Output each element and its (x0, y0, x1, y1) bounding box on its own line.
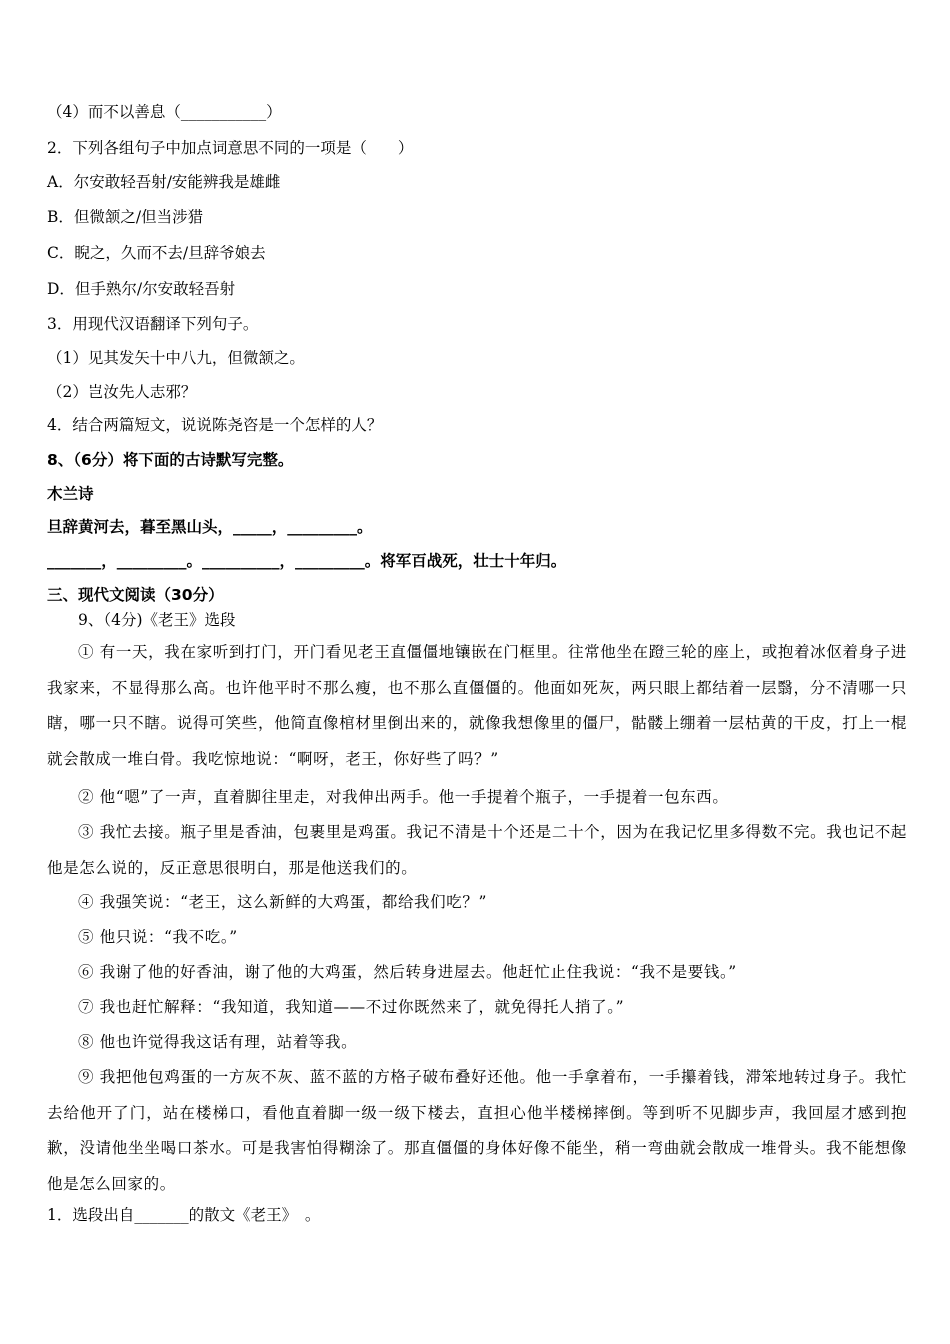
question-2-option-b: B．但微颔之/但当涉猎 (47, 208, 204, 226)
question-2-stem: 2．下列各组句子中加点词意思不同的一项是（ ） (47, 139, 414, 157)
question-2-option-a: A．尔安敢轻吾射/安能辨我是雄雌 (47, 173, 281, 191)
passage-paragraph-3: ③ 我忙去接。瓶子里是香油，包裹里是鸡蛋。我记不清是十个还是二十个，因为在我记忆里多得数不完。我也记不起他是怎么说的，反正意思很明白，那是他送我们的。 (47, 823, 907, 877)
sub-question-1: 1．选段出自_______的散文《老王》 。 (47, 1206, 321, 1224)
passage-paragraph-4: ④ 我强笑说：“老王，这么新鲜的大鸡蛋，都给我们吃？” (78, 893, 487, 911)
passage-paragraph-6: ⑥ 我谢了他的好香油，谢了他的大鸡蛋，然后转身进屋去。他赶忙止住我说：“我不是要钱。” (78, 963, 737, 981)
poem-line-1: 旦辞黄河去，暮至黑山头，_____，_________。 (47, 518, 373, 536)
passage-paragraph-1: ① 有一天，我在家听到打门，开门看见老王直僵僵地镶嵌在门框里。往常他坐在蹬三轮的座上，或抱着冰伛着身子进我家来，不显得那么高。也许他平时不那么瘦，也不那么直僵僵的。他面如死灰，两只眼上都结着一层翳，分不清哪一只瞎，哪一只不瞎。说得可笑些，他简直像棺材里倒出来的，就像我想像里的僵尸，骷髅上绷着一层枯黄的干皮，打上一棍就会散成一堆白骨。我吃惊地说：“啊呀，老王，你好些了吗？” (47, 643, 907, 768)
question-3-stem: 3．用现代汉语翻译下列句子。 (47, 315, 259, 333)
passage-paragraph-2: ② 他“嗯”了一声，直着脚往里走，对我伸出两手。他一手提着个瓶子，一手提着一包东西。 (78, 788, 729, 806)
passage-paragraph-8: ⑧ 他也许觉得我这话有理，站着等我。 (78, 1033, 358, 1051)
passage-paragraph-9: ⑨ 我把他包鸡蛋的一方灰不灰、蓝不蓝的方格子破布叠好还他。他一手拿着布，一手攥着钱，滞笨地转过身子。我忙去给他开了门，站在楼梯口，看他直着脚一级一级下楼去，直担心他半楼梯摔倒。等到听不见脚步声，我回屋才感到抱歉，没请他坐坐喝口茶水。可是我害怕得糊涂了。那直僵僵的身体好像不能坐，稍一弯曲就会散成一堆骨头。我不能想像他是怎么回家的。 (47, 1068, 907, 1193)
section-3-heading: 三、现代文阅读（30分） (47, 586, 224, 604)
passage-paragraph-5: ⑤ 他只说：“我不吃。” (78, 928, 238, 946)
question-9-title: 9、（4分)《老王》选段 (78, 611, 236, 629)
poem-title: 木兰诗 (47, 485, 94, 503)
question-2-option-c: C．睨之，久而不去/旦辞爷娘去 (47, 244, 266, 262)
section-8-heading: 8、（6分）将下面的古诗默写完整。 (47, 451, 294, 469)
passage-paragraph-7: ⑦ 我也赶忙解释：“我知道，我知道——不过你既然来了，就免得托人捎了。” (78, 998, 625, 1016)
question-3-item-2: （2）岂汝先人志邪？ (47, 383, 197, 401)
question-3-item-1: （1）见其发矢十中八九，但微颔之。 (47, 349, 305, 367)
question-2-option-d: D．但手熟尔/尔安敢轻吾射 (47, 280, 236, 298)
question-4: 4．结合两篇短文，说说陈尧咨是一个怎样的人？ (47, 416, 383, 434)
question-1-part-4: （4）而不以善息（___________） (47, 103, 282, 121)
poem-line-2: _______，_________。__________，_________。将军百战死，壮士十年归。 (47, 552, 567, 570)
